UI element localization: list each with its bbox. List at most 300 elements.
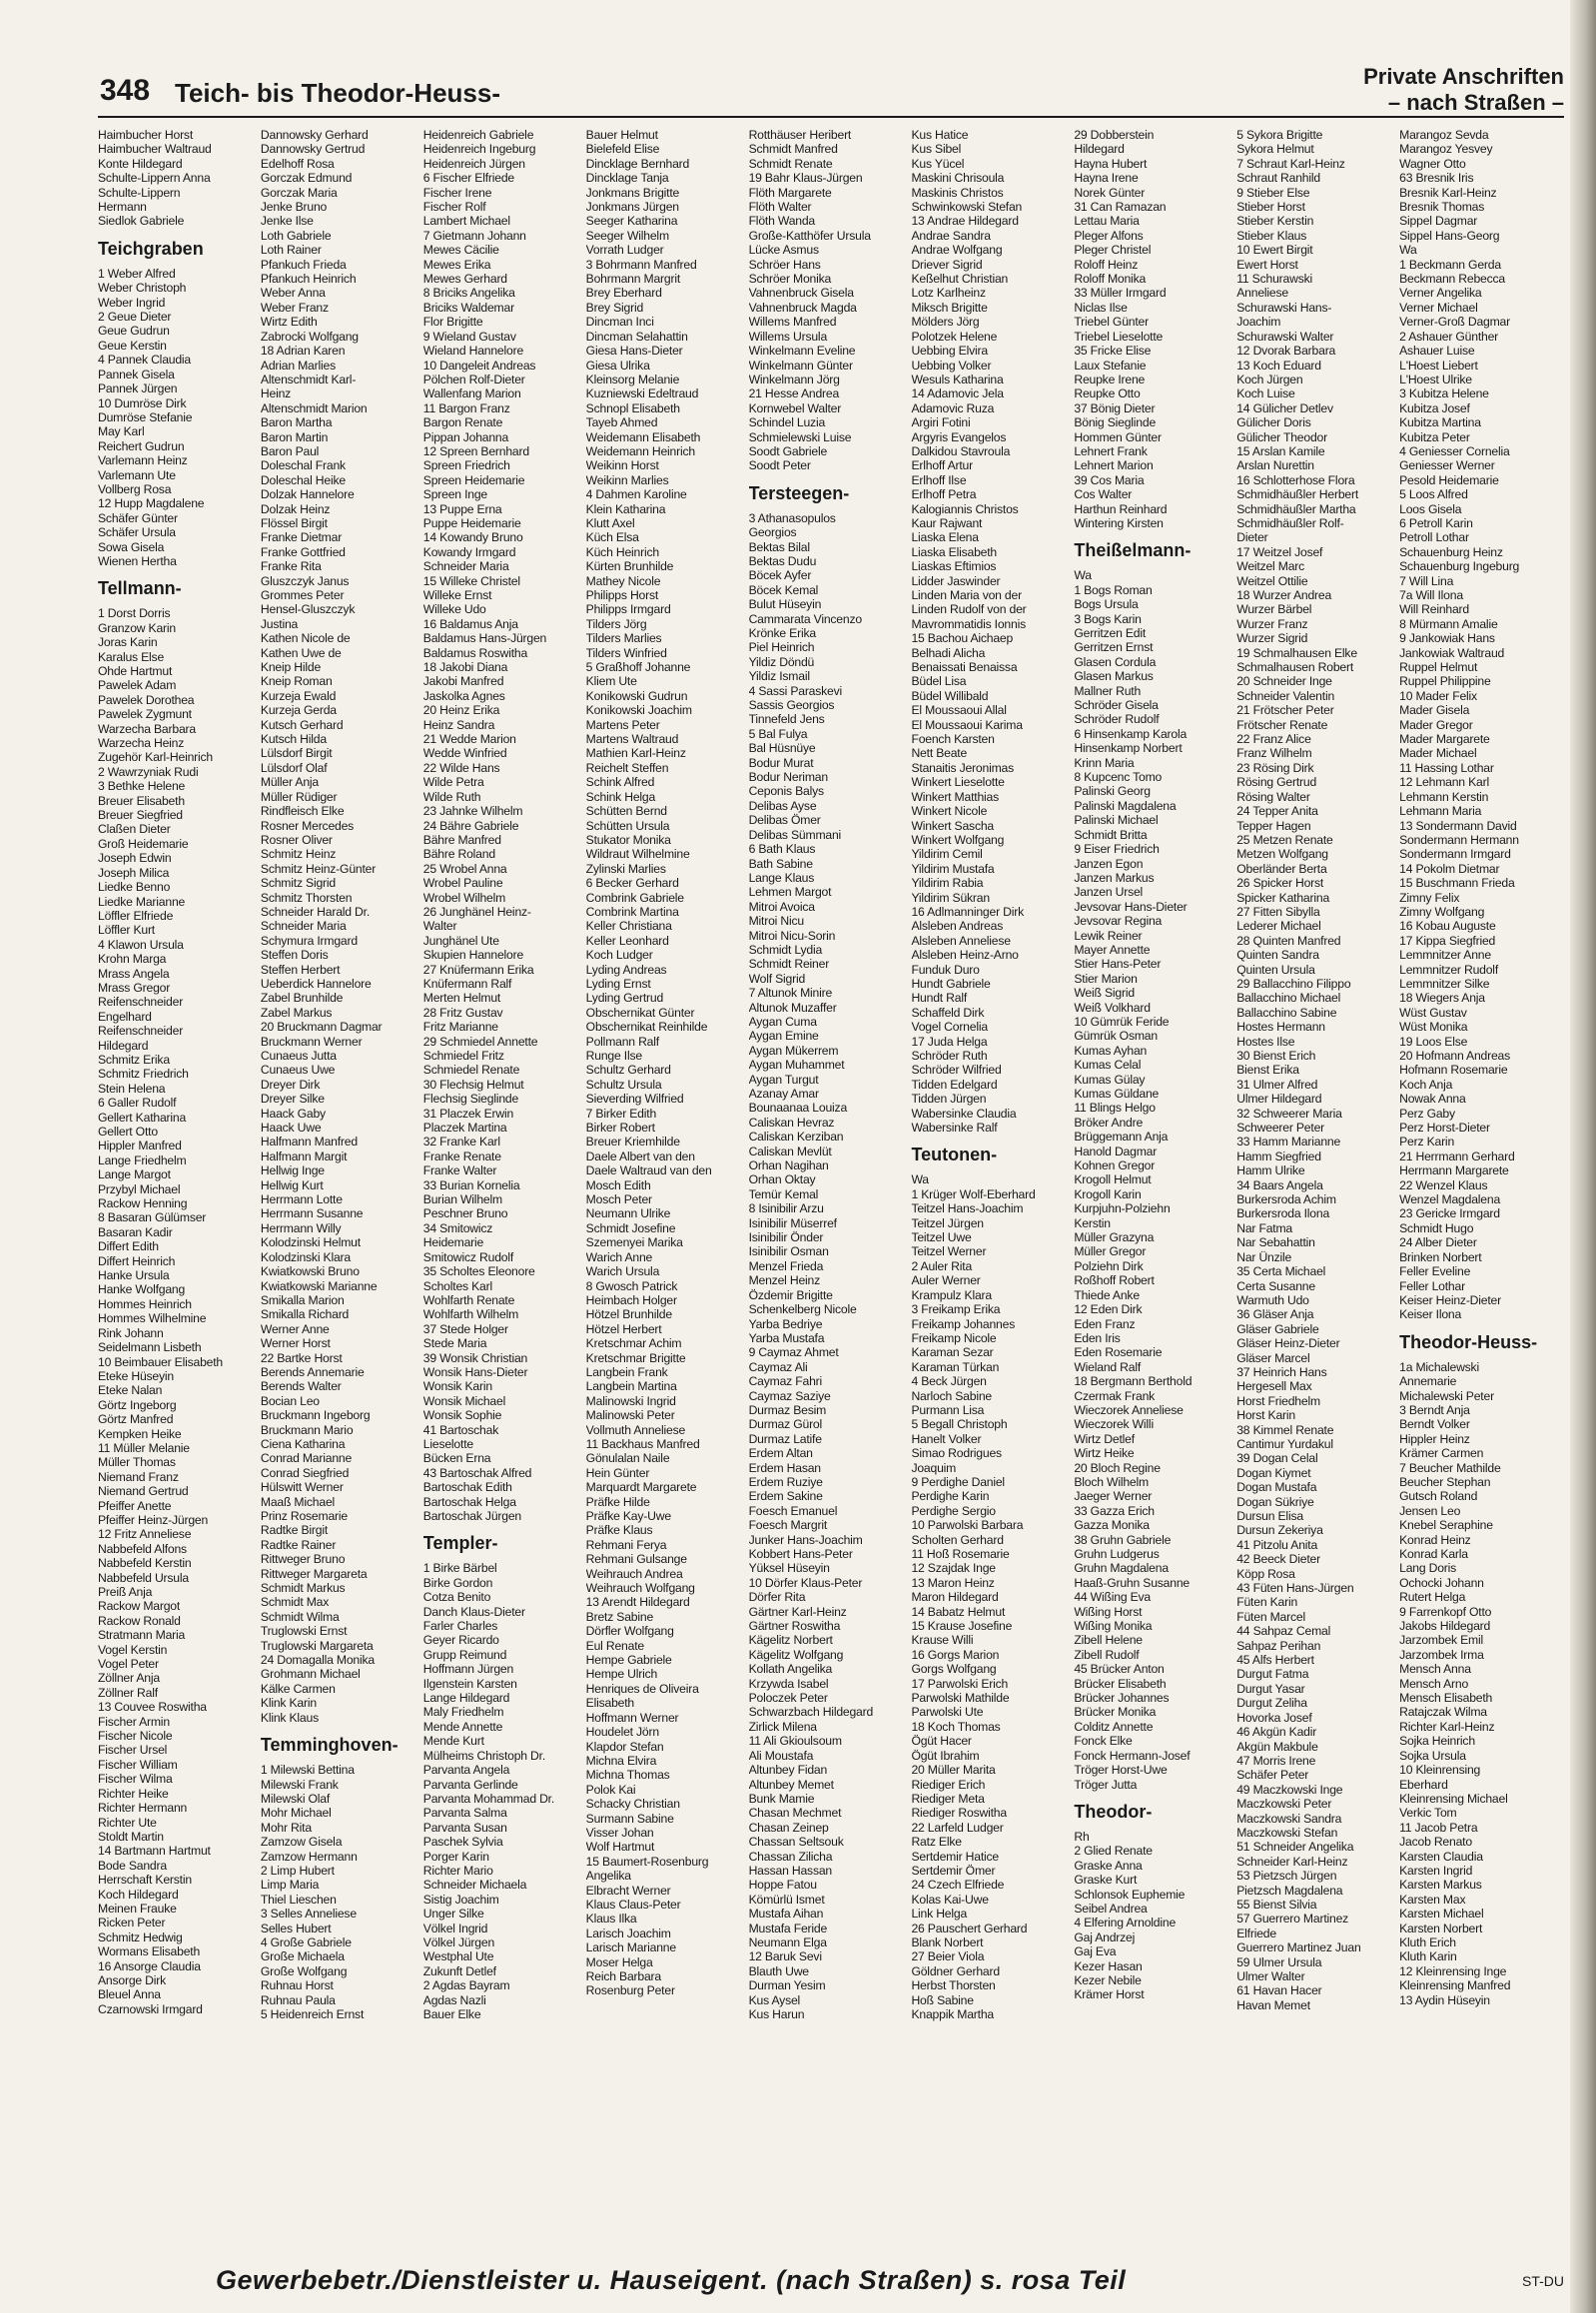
directory-entry: Herrmann Susanne [260,1206,364,1221]
directory-entry: 23 Rösing Dirk [1236,760,1314,775]
directory-entry: Ratajczak Wilma [1399,1705,1487,1720]
directory-entry: Koch Ludger [585,948,653,963]
directory-entry: Zamzow Hermann [260,1849,358,1864]
directory-entry: Yildirim Rabia [911,876,984,891]
directory-entry: Rittweger Bruno [260,1552,346,1567]
directory-entry: 13 Andrae Hildegard [911,214,1019,229]
directory-entry: Pleger Alfons [1074,228,1144,243]
directory-entry: Müller Rüdiger [260,789,338,804]
directory-entry: Conrad Siegfried [260,1465,350,1480]
directory-entry: Wallenfang Marion [422,386,521,401]
directory-entry: Hundt Gabriele [911,976,991,991]
directory-entry: Caliskan Kerziban [748,1130,844,1145]
directory-entry: Dalkidou Stavroula [911,443,1011,458]
directory-entry: Zöllner Ralf [98,1685,158,1700]
directory-entry: Caymaz Fahri [748,1374,823,1389]
directory-entry: 3 Kubitza Helene [1399,386,1489,401]
directory-entry: Büdel Willibald [911,688,989,703]
directory-entry: Köpp Rosa [1236,1566,1295,1581]
directory-entry: Schauenburg Ingeburg [1399,559,1520,574]
directory-entry: Schröder Wilfried [911,1063,1002,1078]
directory-entry: Baron Martha [260,415,333,430]
directory-entry: Kluth Karin [1399,1949,1457,1964]
directory-entry: Verner-Groß Dagmar [1399,315,1510,330]
directory-entry: Simao Rodrigues [911,1446,1002,1461]
directory-entry: Schink Helga [585,789,656,804]
directory-entry: Wagner Otto [1399,156,1466,171]
directory-entry: Loos Gisela [1399,501,1462,516]
directory-entry: 7 Beucher Mathilde [1399,1460,1501,1475]
directory-entry: Rotthäuser Heribert [748,128,852,142]
directory-entry: Henriques de Oliveira [585,1681,699,1696]
directory-entry: Dannowsky Gerhard [260,128,369,142]
directory-entry: Joaquim [911,1460,957,1475]
directory-entry: Maczkowski Peter [1236,1797,1332,1812]
directory-entry: Joseph Milica [98,865,170,880]
directory-entry: Schröder Ruth [911,1049,988,1063]
directory-entry: 10 Gümrük Feride [1074,1014,1170,1029]
directory-entry: Gülicher Doris [1236,415,1311,430]
directory-entry: Werner Anne [260,1321,330,1336]
directory-entry: Unger Silke [422,1907,484,1922]
directory-entry: Nabbefeld Kerstin [98,1556,192,1571]
directory-entry: Neumann Elga [748,1934,827,1949]
directory-entry: Klink Klaus [260,1710,319,1725]
directory-entry: Schwarzbach Hildegard [748,1705,874,1720]
directory-entry: Havan Memet [1236,1997,1310,2012]
directory-entry: Schütten Ursula [585,818,670,833]
directory-entry: 32 Schweerer Maria [1236,1106,1342,1121]
directory-entry: Schurawski Walter [1236,329,1334,344]
directory-entry: 6 Bath Klaus [748,842,816,857]
directory-entry: 33 Müller Irmgard [1074,286,1167,301]
directory-entry: Maly Friedhelm [422,1705,504,1720]
directory-entry: Yüksel Hüseyin [748,1561,830,1576]
directory-entry: Nabbefeld Alfons [98,1541,187,1556]
directory-entry: Lemmnitzer Silke [1399,976,1490,991]
directory-entry: Sondermann Hermann [1399,832,1519,847]
directory-entry: Sippel Dagmar [1399,214,1478,229]
directory-entry: Kobbert Hans-Peter [748,1547,853,1561]
directory-entry: Karsten Michael [1399,1907,1484,1922]
directory-entry: Franke Renate [422,1149,501,1163]
directory-entry: Hinsenkamp Norbert [1074,741,1183,756]
directory-entry: 44 Wißing Eva [1074,1590,1151,1605]
directory-entry: Conrad Marianne [260,1451,353,1466]
directory-entry: Dumröse Stefanie [98,409,193,424]
street-heading: Temminghoven- [260,1735,399,1756]
directory-entry: 6 Petroll Karin [1399,515,1473,530]
directory-entry: Warich Anne [585,1249,653,1264]
directory-entry: Weihrauch Andrea [585,1566,683,1581]
directory-entry: 20 Müller Marita [911,1763,996,1778]
directory-entry: Hellwig Inge [260,1163,325,1178]
directory-entry: Görtz Manfred [98,1412,174,1427]
directory-entry: Bunk Mamie [748,1791,815,1806]
directory-entry: Erdem Ruziye [748,1474,823,1489]
directory-entry: 35 Certa Michael [1236,1264,1326,1279]
directory-entry: 22 Wenzel Klaus [1399,1177,1488,1192]
directory-entry: 22 Bartke Horst [260,1350,343,1365]
directory-entry: Lederer Michael [1236,919,1321,934]
directory-entry: Ochocki Johann [1399,1575,1484,1590]
directory-column-3 [423,128,580,2255]
directory-entry: Seidelmann Lisbeth [98,1340,202,1355]
directory-entry: Bresnik Thomas [1399,200,1485,215]
directory-entry: Lange Klaus [748,870,815,885]
directory-entry: Weiß Sigrid [1074,986,1135,1001]
directory-entry: Perz Horst-Dieter [1399,1121,1490,1136]
directory-entry: Teitzel Hans-Joachim [911,1201,1024,1216]
directory-entry: Westphal Ute [422,1949,494,1964]
directory-entry: Bröker Andre [1074,1115,1144,1130]
directory-entry: 7 Will Lina [1399,573,1454,588]
directory-entry: Niemand Gertrud [98,1484,189,1499]
directory-entry: 23 Jahnke Wilhelm [422,804,523,819]
directory-entry: Mitroi Nicu [748,914,804,929]
directory-entry: Warzecha Heinz [98,736,185,751]
directory-entry: 28 Fritz Gustav [422,1005,503,1020]
directory-entry: Moser Helga [585,1954,653,1969]
directory-entry: Yildiz Ismail [748,669,810,684]
directory-entry: Sowa Gisela [98,539,165,554]
directory-entry: Parvanta Angela [422,1763,510,1778]
directory-entry: 12 Dvorak Barbara [1236,344,1336,359]
directory-entry: Dolzak Heinz [260,501,331,516]
directory-entry: Kolodzinski Klara [260,1249,351,1264]
directory-entry: Merten Helmut [422,991,501,1006]
directory-entry: Dreyer Dirk [260,1077,321,1092]
directory-entry: 20 Heinz Erika [422,703,500,718]
directory-entry: Stier Marion [1074,971,1138,986]
directory-entry: May Karl [98,424,145,439]
directory-entry: Doleschal Frank [260,458,346,473]
directory-entry: Pawelek Dorothea [98,692,195,707]
directory-entry: Ruppel Helmut [1399,660,1478,675]
directory-entry: 29 Dobberstein [1074,128,1155,142]
directory-entry: 5 Begall Christoph [911,1417,1008,1432]
directory-entry: Haack Gaby [260,1106,326,1121]
directory-entry: Karsten Ingrid [1399,1863,1473,1878]
directory-entry: Lang Doris [1399,1561,1457,1576]
street-heading: Theodor-Heuss- [1399,1331,1538,1352]
directory-entry: Soodt Peter [748,458,811,473]
directory-entry: Völkel Ingrid [422,1921,488,1935]
directory-entry: Gellert Otto [98,1125,158,1139]
directory-entry: Lehmann Kerstin [1399,789,1489,804]
directory-entry: Justina [260,616,299,631]
directory-entry: Smitowicz Rudolf [422,1249,514,1264]
directory-entry: Franke Gottfried [260,544,346,559]
directory-column-6 [911,128,1068,2255]
directory-entry: Altenschmidt Karl- [260,372,357,386]
directory-entry: Karsten Max [1399,1892,1466,1907]
directory-entry: 13 Koch Eduard [1236,358,1321,373]
directory-entry: Rackow Margot [98,1599,181,1614]
directory-entry: Wildraut Wilhelmine [585,847,690,862]
directory-entry: Junghänel Ute [422,933,499,948]
directory-entry: Schurawski Hans- [1236,300,1332,315]
directory-entry: Hostes Hermann [1236,1020,1325,1035]
directory-entry: Basaran Kadir [98,1224,173,1239]
directory-entry: Schultz Gerhard [585,1063,671,1078]
directory-entry: 4 Sassi Paraskevi [748,683,843,698]
directory-entry: Schmidt Lydia [748,942,823,957]
directory-entry: 4 Beck Jürgen [911,1374,987,1389]
directory-entry: Alsleben Andreas [911,919,1004,934]
directory-entry: Driever Sigrid [911,257,983,272]
directory-entry: Bruckmann Werner [260,1034,363,1049]
directory-entry: Gorczak Maria [260,185,338,200]
directory-entry: Schneider Michaela [422,1878,527,1893]
directory-entry: Kus Sibel [911,142,962,157]
directory-entry: Lyding Ernst [585,976,651,991]
directory-entry: Tidden Edelgard [911,1077,998,1092]
directory-entry: Schneider Maria [422,559,509,574]
directory-entry: Elisabeth [585,1696,635,1711]
directory-entry: 11 Jacob Petra [1399,1820,1478,1835]
directory-entry: Reichert Gudrun [98,438,185,453]
directory-entry: Reichelt Steffen [585,760,669,775]
directory-entry: 29 Schmiedel Annette [422,1034,538,1049]
directory-entry: Cos Walter [1074,487,1133,502]
directory-entry: Hanke Wolfgang [98,1282,186,1297]
directory-entry: Özdemir Brigitte [748,1287,833,1302]
directory-entry: Hovorka Josef [1236,1710,1312,1725]
directory-entry: Brey Eberhard [585,286,662,301]
directory-entry: Pollmann Ralf [585,1034,659,1049]
directory-entry: Kägelitz Wolfgang [748,1647,844,1662]
directory-entry: Maskini Chrisoula [911,171,1005,186]
directory-entry: Kolodzinski Helmut [260,1235,361,1250]
directory-entry: Fischer Armin [98,1714,170,1729]
directory-entry: Keller Christiana [585,919,672,934]
directory-entry: 11 Müller Melanie [98,1440,190,1455]
directory-entry: Eden Franz [1074,1316,1136,1331]
directory-entry: Jevsovar Hans-Dieter [1074,899,1188,914]
directory-entry: Seibel Andrea [1074,1901,1148,1916]
directory-entry: Schauenburg Heinz [1399,544,1503,559]
directory-entry: 9 Caymaz Ahmet [748,1345,839,1360]
directory-entry: Ruppel Philippine [1399,674,1491,689]
directory-entry: Hommes Wilhelmine [98,1311,207,1326]
directory-entry: Rh [1074,1829,1090,1844]
directory-entry: Hein Günter [585,1465,650,1480]
directory-entry: 2 Limp Hubert [260,1863,335,1878]
directory-entry: Metzen Wolfgang [1236,847,1328,862]
directory-entry: Caliskan Mevlüt [748,1144,832,1158]
directory-entry: Knappik Martha [911,2007,995,2021]
directory-entry: 6 Hinsenkamp Karola [1074,726,1188,741]
directory-entry: Liaska Elena [911,530,979,545]
directory-entry: Brücker Elisabeth [1074,1676,1167,1691]
directory-entry: Aygan Muhammet [748,1058,845,1073]
directory-entry: Ueberdick Hannelore [260,976,372,991]
directory-entry: Fischer William [98,1757,178,1772]
directory-entry: Hötzel Brunhilde [585,1307,672,1322]
directory-entry: Eteke Hüseyin [98,1368,174,1383]
directory-entry: Gerritzen Ernst [1074,640,1154,655]
directory-entry: Kus Harun [748,2007,805,2021]
directory-entry: Lange Hildegard [422,1691,510,1706]
directory-entry: Baldamus Roswitha [422,645,528,660]
directory-entry: Bönig Sieglinde [1074,415,1157,430]
directory-entry: Warmuth Udo [1236,1292,1309,1307]
directory-entry: Tilders Jörg [585,616,647,631]
directory-entry: Rittweger Margareta [260,1566,368,1581]
directory-entry: Mensch Anna [1399,1662,1471,1677]
directory-entry: Differt Heinrich [98,1253,176,1268]
directory-entry: Perz Gaby [1399,1106,1455,1121]
directory-entry: Ali Moustafa [748,1748,814,1763]
directory-entry: Jonkmans Jürgen [585,200,679,215]
directory-entry: Ashauer Luise [1399,344,1475,359]
directory-entry: Nar Sebahattin [1236,1235,1315,1250]
directory-entry: Verkic Tom [1399,1806,1457,1821]
directory-entry: Quinten Sandra [1236,948,1319,963]
directory-entry: Ruhnau Horst [260,1978,334,1993]
directory-entry: Wonsik Hans-Dieter [422,1364,528,1379]
directory-entry: Wolf Hartmut [585,1840,655,1855]
directory-entry: 7 Gietmann Johann [422,228,526,243]
directory-entry: 24 Domagalla Monika [260,1653,375,1668]
directory-entry: 26 Pauschert Gerhard [911,1921,1028,1935]
directory-entry: 20 Schneider Inge [1236,674,1332,689]
directory-entry: Koch Hildegard [98,1887,179,1902]
directory-entry: Agdas Nazli [422,1992,486,2007]
directory-entry: Larisch Joachim [585,1926,671,1940]
section-title [1363,64,1564,116]
directory-entry: Große Wolfgang [260,1963,348,1978]
directory-entry: Kägelitz Norbert [748,1633,833,1648]
directory-entry: Richter Mario [422,1863,493,1878]
directory-entry: Mewes Cäcilie [422,243,499,258]
directory-entry: Kus Hatice [911,128,969,142]
directory-entry: Rackow Ronald [98,1613,181,1628]
directory-entry: Michna Thomas [585,1768,670,1783]
directory-entry: 38 Kimmel Renate [1236,1422,1334,1437]
directory-entry: Dörfer Rita [748,1590,806,1605]
directory-entry: Placzek Martina [422,1121,507,1136]
directory-entry: Przybyl Michael [98,1181,181,1196]
directory-entry: Caliskan Hevraz [748,1115,835,1130]
directory-entry: Zibell Helene [1074,1633,1143,1648]
directory-entry: 24 Czech Elfriede [911,1878,1005,1893]
directory-entry: Jacob Renato [1399,1835,1472,1850]
directory-entry: Fischer Wilma [98,1772,173,1787]
directory-entry: Kubitza Peter [1399,429,1470,444]
directory-entry: 39 Wonsik Christian [422,1350,528,1365]
directory-entry: Winkert Matthias [911,789,1000,804]
directory-entry: Wabersinke Ralf [911,1121,998,1136]
directory-entry: Wintering Kirsten [1074,515,1164,530]
directory-entry: Gellert Katharina [98,1110,187,1125]
directory-entry: 15 Willeke Christel [422,573,520,588]
directory-entry: Kretschmar Achim [585,1336,682,1351]
directory-column-5 [749,128,906,2255]
directory-entry: Palinski Magdalena [1074,798,1177,813]
directory-entry: Parvanta Mohammad Dr. [422,1791,555,1806]
directory-entry: 12 Hupp Magdalene [98,496,205,511]
directory-entry: Giesa Ulrika [585,358,650,373]
directory-entry: Wilde Petra [422,775,484,790]
directory-entry: Tidden Jürgen [911,1092,987,1107]
directory-entry: Jenke Bruno [260,200,328,215]
directory-entry: 27 Fitten Sibylla [1236,904,1320,919]
directory-entry: Danch Klaus-Dieter [422,1604,525,1619]
directory-entry: 10 Dörfer Klaus-Peter [748,1575,863,1590]
directory-entry: Baron Martin [260,429,329,444]
directory-entry: Karalus Else [98,649,165,664]
directory-entry: Kollath Angelika [748,1662,833,1677]
directory-entry: Winkelmann Günter [748,358,853,373]
directory-entry: Wa [1074,568,1092,583]
directory-entry: Lange Friedhelm [98,1153,187,1167]
directory-entry: Varlemann Heinz [98,453,188,468]
directory-entry: Konikowski Joachim [585,703,692,718]
directory-entry: Große-Katthöfer Ursula [748,228,871,243]
directory-entry: Gläser Gabriele [1236,1321,1319,1336]
directory-entry: Polziehn Dirk [1074,1258,1144,1273]
directory-entry: Wormans Elisabeth [98,1944,201,1959]
directory-entry: Wieczorek Willi [1074,1417,1154,1432]
directory-entry: 2 Wawrzyniak Rudi [98,764,199,779]
directory-entry: Kneip Hilde [260,660,322,675]
directory-entry: Pawelek Zygmunt [98,707,192,722]
directory-entry: Selles Hubert [260,1921,332,1935]
directory-entry: Lülsdorf Birgit [260,746,333,761]
directory-entry: Mrass Angela [98,966,170,981]
directory-entry: Teitzel Uwe [911,1230,972,1245]
directory-entry: Krämer Carmen [1399,1446,1484,1461]
directory-entry: Krönke Erika [748,626,816,640]
directory-entry: Lange Margot [98,1167,171,1182]
directory-entry: Schmidhäußler Martha [1236,501,1356,516]
directory-entry: 10 Parwolski Barbara [911,1518,1024,1533]
directory-column-9 [1399,128,1556,2255]
directory-entry: 43 Füten Hans-Jürgen [1236,1581,1354,1596]
directory-entry: 36 Gläser Anja [1236,1307,1314,1322]
directory-entry: 16 Schlotterhose Flora [1236,472,1355,487]
directory-entry: Aygan Cuma [748,1014,817,1029]
directory-entry: 1 Milewski Bettina [260,1763,355,1778]
directory-entry: Ögüt Hacer [911,1734,972,1749]
directory-entry: Lyding Andreas [585,962,667,977]
directory-entry: Obschernikat Reinhilde [585,1020,708,1035]
directory-entry: Aygan Mükerrem [748,1043,839,1058]
directory-entry: Scholten Gerhard [911,1532,1004,1547]
directory-entry: Brey Sigrid [585,300,644,315]
directory-entry: Franke Dietmar [260,530,343,545]
directory-entry: Tilders Winfried [585,645,667,660]
directory-entry: Halfmann Margit [260,1149,348,1163]
directory-entry: 3 Bohrmann Manfred [585,257,697,272]
directory-entry: Schraut Ranhild [1236,171,1320,186]
directory-entry: Dogan Sükriye [1236,1494,1314,1509]
directory-entry: Wohlfarth Renate [422,1292,515,1307]
directory-entry: Pawelek Adam [98,678,177,693]
directory-entry: Krinn Maria [1074,755,1135,770]
directory-entry: Kohnen Gregor [1074,1158,1156,1173]
directory-entry: Heidenreich Gabriele [422,128,534,142]
directory-entry: Grohmann Michael [260,1667,361,1682]
directory-entry: Baldamus Hans-Jürgen [422,631,547,646]
directory-entry: Wohlfarth Wilhelm [422,1307,519,1322]
directory-entry: Jarzombek Emil [1399,1633,1484,1648]
directory-entry: 59 Ulmer Ursula [1236,1954,1322,1969]
directory-entry: Mustafa Aihan [748,1907,824,1922]
directory-entry: Azanay Amar [748,1087,819,1101]
